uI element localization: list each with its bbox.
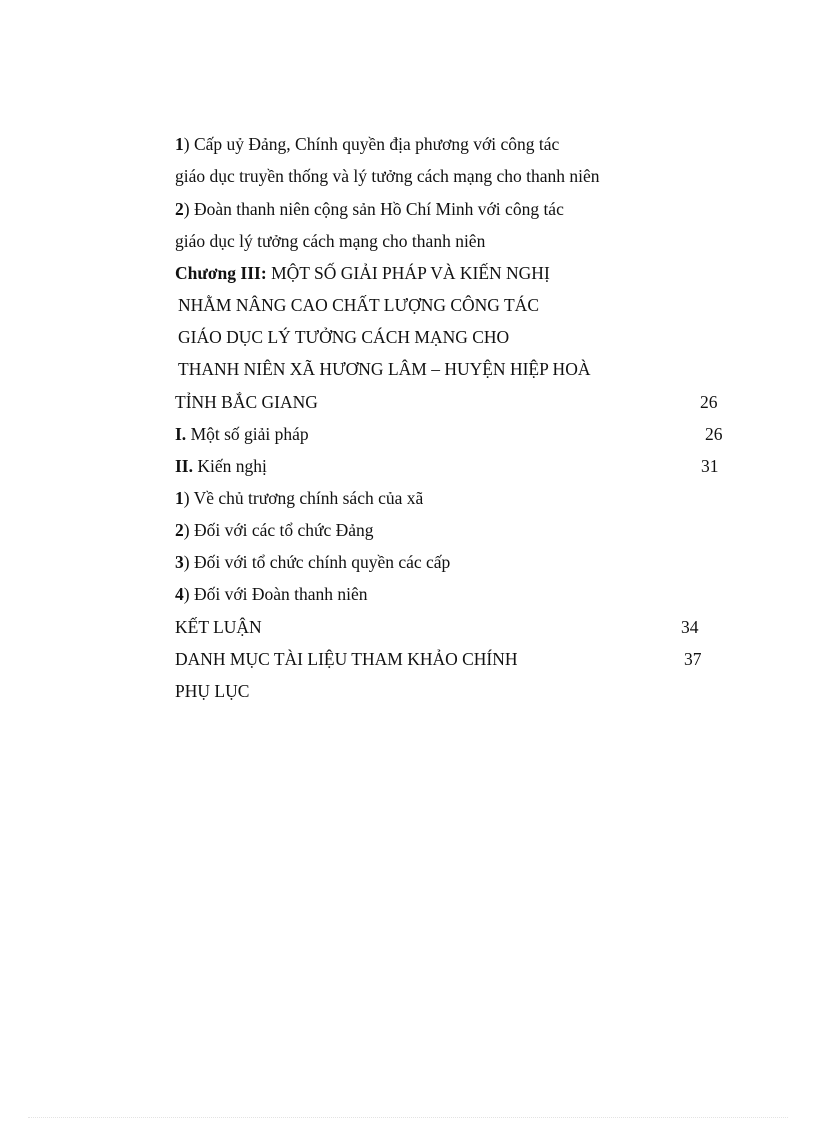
recommendation-number: 4 xyxy=(175,584,184,604)
recommendation-text: ) Đối với Đoàn thanh niên xyxy=(183,584,368,604)
chapter-3-title-line-3: GIÁO DỤC LÝ TƯỞNG CÁCH MẠNG CHO xyxy=(178,327,510,347)
recommendation-number: 1 xyxy=(175,488,184,508)
recommendation-3 xyxy=(175,551,450,573)
chapter-3-title-line-4: THANH NIÊN XÃ HƯƠNG LÂM – HUYỆN HIỆP HOÀ xyxy=(178,359,591,379)
recommendation-text: ) Đối với các tổ chức Đảng xyxy=(183,520,374,540)
recommendation-1 xyxy=(175,487,423,509)
chapter-title: MỘT SỐ GIẢI PHÁP VÀ KIẾN NGHỊ xyxy=(266,263,550,283)
section-1-page-number: 26 xyxy=(705,424,723,444)
section-2-page-number: 31 xyxy=(701,456,719,476)
references-entry: DANH MỤC TÀI LIỆU THAM KHẢO CHÍNH xyxy=(175,649,518,669)
toc-entry-number: 1 xyxy=(175,134,184,154)
appendix-entry: PHỤ LỤC xyxy=(175,681,250,701)
conclusion-entry: KẾT LUẬN xyxy=(175,617,262,637)
section-label: II. xyxy=(175,456,193,476)
chapter-3-page-number: 26 xyxy=(700,392,718,412)
recommendation-number: 3 xyxy=(175,552,184,572)
references-page-number: 37 xyxy=(684,649,702,669)
toc-entry-number: 2 xyxy=(175,199,184,219)
recommendation-text: ) Đối với tổ chức chính quyền các cấp xyxy=(183,552,451,572)
toc-entry-text: ) Đoàn thanh niên cộng sản Hồ Chí Minh với công tác xyxy=(183,199,564,219)
toc-entry-1-continued: giáo dục truyền thống và lý tưởng cách mạng cho thanh niên xyxy=(175,166,600,186)
recommendation-text: ) Về chủ trương chính sách của xã xyxy=(183,488,424,508)
page-bottom-divider xyxy=(28,1117,788,1118)
conclusion-page-number: 34 xyxy=(681,617,699,637)
chapter-3-title-line-2: NHẰM NÂNG CAO CHẤT LƯỢNG CÔNG TÁC xyxy=(178,295,539,315)
chapter-3-heading xyxy=(175,262,550,284)
toc-entry-1 xyxy=(175,133,559,155)
toc-entry-text: ) Cấp uỷ Đảng, Chính quyền địa phương với công tác xyxy=(183,134,560,154)
chapter-label: Chương III: xyxy=(175,263,267,283)
toc-entry-2-continued: giáo dục lý tưởng cách mạng cho thanh niên xyxy=(175,231,486,251)
section-text: Một số giải pháp xyxy=(186,424,309,444)
toc-entry-2 xyxy=(175,198,564,220)
section-label: I. xyxy=(175,424,187,444)
chapter-3-title-line-5: TỈNH BẮC GIANG xyxy=(175,392,318,412)
section-1-entry xyxy=(175,423,309,445)
recommendation-number: 2 xyxy=(175,520,184,540)
recommendation-4 xyxy=(175,583,367,605)
recommendation-2 xyxy=(175,519,374,541)
section-text: Kiến nghị xyxy=(193,456,267,476)
section-2-entry xyxy=(175,455,267,477)
